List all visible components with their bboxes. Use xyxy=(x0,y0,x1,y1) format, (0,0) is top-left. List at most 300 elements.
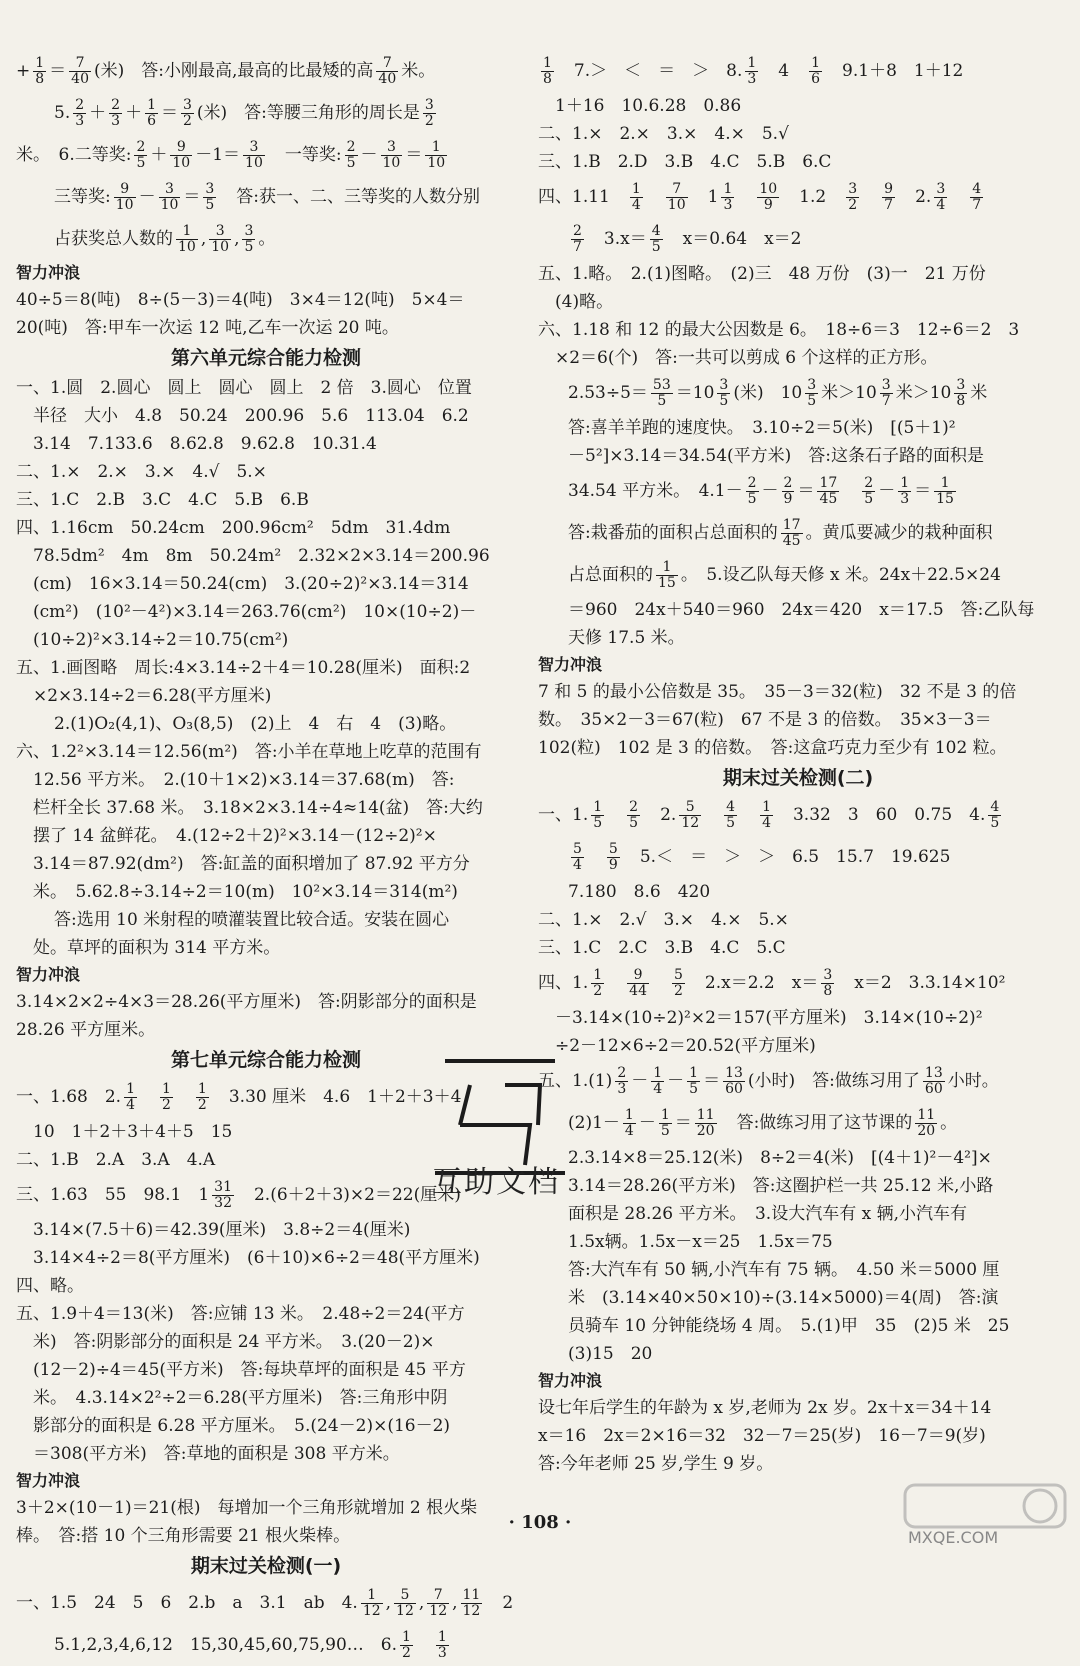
text-run: － xyxy=(878,481,896,501)
fraction xyxy=(923,1066,945,1097)
fraction xyxy=(723,1066,745,1097)
fraction xyxy=(846,182,859,213)
text-run: － xyxy=(761,481,779,501)
text-run: 。 xyxy=(940,1113,958,1133)
fraction xyxy=(212,1180,234,1211)
text-run: － xyxy=(631,1071,649,1091)
answer-line: 二、1.× 2.× 3.× 4.√ 5.× xyxy=(16,462,267,482)
watermark-text: 互助文档 xyxy=(432,1165,560,1200)
fraction xyxy=(114,182,136,213)
answer-line: 答:今年老师 25 岁,学生 9 岁。 xyxy=(538,1454,774,1474)
answer-line: (10÷2)²×3.14÷2＝10.75(cm²) xyxy=(16,630,289,650)
text-run: (小时) 答:做练习用了 xyxy=(747,1071,920,1091)
numerator: 3 xyxy=(807,377,817,393)
denominator: 20 xyxy=(696,1123,715,1139)
fraction xyxy=(243,140,265,171)
denominator: 4 xyxy=(762,815,771,831)
numerator: 1 xyxy=(437,1629,447,1645)
text-run xyxy=(862,187,879,207)
numerator: 2 xyxy=(346,139,356,155)
numerator: 3 xyxy=(719,377,729,393)
answer-line: (3)15 20 xyxy=(568,1344,653,1364)
fraction xyxy=(541,56,554,87)
answer-line xyxy=(538,176,1058,218)
text-run: ＝ xyxy=(405,145,423,165)
answer-column-right xyxy=(538,50,1058,1478)
fraction xyxy=(160,1082,173,1113)
denominator: 8 xyxy=(35,71,45,87)
section-heading: 期末过关检测(一) xyxy=(190,1555,342,1577)
answer-line: 2.(1)O₂(4,1)、O₃(8,5) (2)上 4 右 4 (3)略。 xyxy=(54,714,457,734)
denominator: 5 xyxy=(990,815,1000,831)
numerator: 1 xyxy=(747,55,757,71)
answer-line: 10 1＋2＋3＋4＋5 15 xyxy=(16,1122,233,1142)
text-run xyxy=(646,187,663,207)
denominator: 12 xyxy=(396,1603,414,1619)
numerator: 3 xyxy=(381,140,403,156)
numerator: 1 xyxy=(126,1081,135,1097)
fraction xyxy=(934,182,947,213)
fraction xyxy=(425,140,447,171)
numerator: 3 xyxy=(244,223,254,239)
text-run: ＝ xyxy=(703,1071,721,1091)
answer-line xyxy=(16,134,516,176)
answer-line: 3.14＝87.92(dm²) 答:缸盖的面积增加了 87.92 平方分 xyxy=(16,854,470,874)
fraction xyxy=(781,518,803,549)
denominator: 5 xyxy=(726,815,736,831)
denominator: 10 xyxy=(211,239,230,255)
numerator: 7 xyxy=(427,1588,449,1604)
denominator: 4 xyxy=(624,1123,634,1139)
denominator: 6 xyxy=(811,71,821,87)
fraction xyxy=(209,224,231,255)
numerator: 1 xyxy=(425,140,447,156)
answer-line xyxy=(538,554,1058,596)
answer-line: 影部分的面积是 6.28 平方厘米。 5.(24－2)×(16－2) xyxy=(16,1416,451,1436)
numerator: 5 xyxy=(679,800,701,816)
fraction xyxy=(400,1630,413,1661)
answer-line: 1＋16 10.6.28 0.86 xyxy=(538,96,742,116)
subsection-heading: 智力冲浪 xyxy=(538,1371,603,1390)
answer-line: 3.14×2×2÷4×3＝28.26(平方厘米) 答:阴影部分的面积是 xyxy=(16,992,477,1012)
numerator: 1 xyxy=(624,1107,634,1123)
numerator: 1 xyxy=(660,1107,670,1123)
fraction xyxy=(724,800,737,831)
fraction xyxy=(176,224,198,255)
numerator: 3 xyxy=(848,181,858,197)
fraction xyxy=(746,476,759,507)
answer-line: 五、1.画图略 周长:4×3.14÷2＋4＝10.28(厘米) 面积:2 xyxy=(16,658,471,678)
denominator: 5 xyxy=(864,491,874,507)
numerator: 1 xyxy=(35,55,45,71)
fraction xyxy=(862,476,875,507)
text-run: (2)1－ xyxy=(568,1113,620,1133)
text-run: 9.1＋8 1＋12 xyxy=(825,61,964,81)
answer-line: ×2＝6(个) 答:一共可以剪成 6 个这样的正方形。 xyxy=(538,348,938,368)
text-run: 34.54 平方米。 4.1－ xyxy=(568,481,743,501)
text-run: , xyxy=(234,229,240,249)
denominator: 45 xyxy=(782,533,801,549)
answer-line: 78.5dm² 4m 8m 50.24m² 2.32×2×3.14＝200.96 xyxy=(16,546,490,566)
text-run xyxy=(607,973,624,993)
text-run: 。黄瓜要减少的栽种面积 xyxy=(805,523,993,543)
denominator: 5 xyxy=(807,393,817,409)
answer-line xyxy=(538,50,1058,92)
numerator: 3 xyxy=(159,182,181,198)
fraction xyxy=(821,968,834,999)
fraction xyxy=(181,98,194,129)
answer-line xyxy=(538,218,1058,260)
subsection-heading: 智力冲浪 xyxy=(16,263,81,282)
fraction xyxy=(461,1588,483,1619)
numerator: 1 xyxy=(197,1081,207,1097)
answer-line xyxy=(538,470,1058,512)
denominator: 5 xyxy=(689,1081,699,1097)
fraction xyxy=(145,98,158,129)
denominator: 7 xyxy=(884,197,894,213)
denominator: 5 xyxy=(719,393,729,409)
fraction xyxy=(394,1588,416,1619)
denominator: 5 xyxy=(205,197,215,213)
denominator: 12 xyxy=(362,1603,381,1619)
denominator: 8 xyxy=(823,983,833,999)
answer-line: 米。 4.3.14×2²÷2＝6.28(平方厘米) 答:三角形中阴 xyxy=(16,1388,448,1408)
text-run xyxy=(740,805,757,825)
fraction xyxy=(882,182,895,213)
fraction xyxy=(817,476,839,507)
text-run: 米＞10 xyxy=(895,383,952,403)
text-run: 米。 6.二等奖: xyxy=(16,145,132,165)
fraction xyxy=(687,1066,700,1097)
text-run xyxy=(607,805,624,825)
fraction xyxy=(650,224,663,255)
answer-line: 3.14×(7.5＋6)＝42.39(厘米) 3.8÷2＝4(厘米) xyxy=(16,1220,411,1240)
page-number: · 108 · xyxy=(508,1512,572,1533)
section-heading: 第七单元综合能力检测 xyxy=(170,1049,361,1071)
fraction xyxy=(651,1066,664,1097)
fraction xyxy=(571,842,584,873)
text-run: ＋ xyxy=(125,103,143,123)
answer-line: 栏杆全长 37.68 米。 3.18×2×3.14÷4≈14(盆) 答:大约 xyxy=(16,798,483,818)
fraction xyxy=(717,378,730,409)
text-run: x＝2 3.3.14×10² xyxy=(837,973,1006,993)
denominator: 10 xyxy=(160,197,179,213)
numerator: 3 xyxy=(205,181,215,197)
text-run: 2.x＝2.2 x＝ xyxy=(687,973,819,993)
answer-line: x＝16 2x＝2×16＝32 32－7＝25(岁) 16－7＝9(岁) xyxy=(538,1426,986,1446)
fraction xyxy=(627,968,649,999)
text-run: ＋ xyxy=(150,145,168,165)
denominator: 3 xyxy=(617,1081,627,1097)
fraction xyxy=(672,968,685,999)
numerator: 2 xyxy=(864,475,874,491)
answer-line xyxy=(16,1582,516,1624)
answer-line xyxy=(16,218,516,260)
numerator: 5 xyxy=(608,841,618,857)
answer-line: (cm) 16×3.14＝50.24(cm) 3.(20÷2)²×3.14＝314 xyxy=(16,574,469,594)
fraction xyxy=(757,182,779,213)
text-run: 一、1.5 24 5 6 2.b a 3.1 ab 4. xyxy=(16,1593,358,1613)
text-run: 2. xyxy=(643,805,677,825)
answer-line: ×2×3.14÷2＝6.28(平方厘米) xyxy=(16,686,272,706)
denominator: 2 xyxy=(183,113,192,129)
denominator: 60 xyxy=(725,1081,743,1097)
answer-line: 7 和 5 的最小公倍数是 35。 35－3＝32(粒) 32 不是 3 的倍 xyxy=(538,682,1017,702)
answer-line: 五、1.9＋4＝13(米) 答:应铺 13 米。 2.48÷2＝24(平方 xyxy=(16,1304,465,1324)
denominator: 9 xyxy=(608,857,618,873)
text-run xyxy=(587,847,604,867)
numerator: 4 xyxy=(651,223,661,239)
answer-line xyxy=(16,1624,516,1666)
numerator: 1 xyxy=(162,1081,171,1097)
numerator: 9 xyxy=(884,181,894,197)
answer-line: 答:喜羊羊跑的速度快。 3.10÷2＝5(米) [(5＋1)² xyxy=(568,418,956,438)
numerator: 1 xyxy=(689,1065,699,1081)
fraction xyxy=(760,800,773,831)
denominator: 5 xyxy=(747,491,757,507)
numerator: 7 xyxy=(666,182,688,198)
text-run: ＝ xyxy=(674,1113,692,1133)
text-run: ＝ xyxy=(161,103,178,123)
fraction xyxy=(659,1108,672,1139)
text-run: － xyxy=(360,145,378,165)
answer-line: 答:大汽车有 50 辆,小汽车有 75 辆。 4.50 米＝5000 厘 xyxy=(568,1260,1000,1280)
text-run: 四、1.11 xyxy=(538,187,627,207)
text-run: 2.53÷5＝ xyxy=(568,383,648,403)
numerator: 11 xyxy=(917,1107,936,1123)
numerator: 13 xyxy=(924,1065,943,1081)
numerator: 2 xyxy=(136,139,146,155)
fraction xyxy=(805,378,818,409)
answer-line: 米 (3.14×40×50×10)÷(3.14×5000)＝4(周) 答:演 xyxy=(568,1288,999,1308)
numerator: 2 xyxy=(111,97,121,113)
denominator: 5 xyxy=(660,1123,670,1139)
numerator: 2 xyxy=(573,223,582,239)
text-run: 米＞10 xyxy=(821,383,877,403)
numerator: 1 xyxy=(593,967,603,983)
fraction xyxy=(427,1588,449,1619)
denominator: 12 xyxy=(681,815,700,831)
answer-line: 六、1.18 和 12 的最大公因数是 6。 18÷6＝3 12÷6＝2 3 xyxy=(538,320,1020,340)
answer-line: 3.14＝28.26(平方米) 答:这圈护栏一共 25.12 米,小路 xyxy=(568,1176,994,1196)
numerator: 2 xyxy=(783,475,793,491)
denominator: 5 xyxy=(657,393,667,409)
answer-line xyxy=(538,836,1058,878)
answer-line: 7.180 8.6 420 xyxy=(568,882,711,902)
fraction xyxy=(591,968,604,999)
denominator: 44 xyxy=(629,983,647,999)
text-run: 三、1.63 55 98.1 1 xyxy=(16,1185,210,1205)
denominator: 10 xyxy=(172,155,191,171)
text-run: 四、1. xyxy=(538,973,589,993)
section-heading: 期末过关检测(二) xyxy=(722,767,874,789)
text-run xyxy=(842,481,859,501)
text-run: ＝ xyxy=(914,481,932,501)
text-run: 3.32 3 60 0.75 4. xyxy=(775,805,986,825)
fraction xyxy=(423,98,436,129)
fraction xyxy=(436,1630,449,1661)
text-run xyxy=(950,187,967,207)
site-logo-text: MXQE.COM xyxy=(908,1528,999,1547)
subsection-heading: 智力冲浪 xyxy=(538,655,603,674)
text-run: 三等奖: xyxy=(54,187,111,207)
answer-line: ＝308(平方米) 答:草地的面积是 308 平方米。 xyxy=(16,1444,400,1464)
answer-line xyxy=(538,962,1058,1004)
fraction xyxy=(954,378,967,409)
answer-line xyxy=(538,372,1058,414)
fraction xyxy=(651,378,673,409)
denominator: 10 xyxy=(667,197,686,213)
denominator: 2 xyxy=(197,1097,207,1113)
answer-line: (4)略。 xyxy=(538,292,614,312)
fraction xyxy=(898,476,911,507)
answer-line xyxy=(538,1060,1058,1102)
answer-line: 员骑车 10 分钟能绕场 4 周。 5.(1)甲 35 (2)5 米 25 xyxy=(568,1316,1010,1336)
numerator: 1 xyxy=(900,475,910,491)
denominator: 4 xyxy=(573,857,582,873)
numerator: 1 xyxy=(176,224,198,240)
fraction xyxy=(170,140,192,171)
answer-line xyxy=(538,1102,1058,1144)
numerator: 1 xyxy=(811,55,821,71)
answer-line: 102(粒) 102 是 3 的倍数。 答:这盒巧克力至少有 102 粒。 xyxy=(538,738,1007,758)
numerator: 5 xyxy=(394,1588,416,1604)
fraction xyxy=(591,800,604,831)
fraction xyxy=(242,224,255,255)
text-run: 3.x＝ xyxy=(586,229,647,249)
text-run xyxy=(140,1087,157,1107)
denominator: 32 xyxy=(214,1195,232,1211)
fraction xyxy=(203,182,216,213)
text-run xyxy=(737,187,754,207)
fraction xyxy=(721,182,734,213)
answer-line: 二、1.× 2.× 3.× 4.× 5.√ xyxy=(538,124,789,144)
numerator: 4 xyxy=(726,799,736,815)
answer-line: ＝960 24x＋540＝960 24x＝420 x＝17.5 答:乙队每 xyxy=(568,600,1035,620)
numerator: 1 xyxy=(723,181,733,197)
fraction xyxy=(345,140,358,171)
denominator: 40 xyxy=(71,71,89,87)
text-run: ＋ xyxy=(89,103,107,123)
answer-line xyxy=(16,92,516,134)
answer-line: 数。 35×2－3＝67(粒) 67 不是 3 的倍数。 35×3－3＝ xyxy=(538,710,992,730)
fraction xyxy=(679,800,701,831)
numerator: 3 xyxy=(881,377,891,393)
denominator: 10 xyxy=(427,155,446,171)
numerator: 7 xyxy=(69,56,91,72)
fraction xyxy=(196,1082,209,1113)
denominator: 8 xyxy=(543,71,552,87)
text-run: 1.2 xyxy=(782,187,844,207)
fraction xyxy=(988,800,1001,831)
denominator: 6 xyxy=(147,113,156,129)
denominator: 10 xyxy=(245,155,263,171)
numerator: 1 xyxy=(361,1588,383,1604)
denominator: 3 xyxy=(75,113,85,129)
numerator: 3 xyxy=(956,377,966,393)
answer-line: 半径 大小 4.8 50.24 200.96 5.6 113.04 6.2 xyxy=(16,406,469,426)
text-run: 答:栽番茄的面积占总面积的 xyxy=(568,523,778,543)
denominator: 4 xyxy=(631,197,641,213)
text-run: 5.1,2,3,4,6,12 15,30,45,60,75,90… 6. xyxy=(54,1635,397,1655)
numerator: 9 xyxy=(114,182,136,198)
fraction xyxy=(623,1108,636,1139)
denominator: 5 xyxy=(593,815,603,831)
denominator: 40 xyxy=(378,71,397,87)
numerator: 53 xyxy=(652,377,671,393)
fraction xyxy=(73,98,86,129)
fraction xyxy=(745,56,758,87)
text-run: ＝ xyxy=(183,187,201,207)
denominator: 5 xyxy=(651,239,661,255)
text-run: － xyxy=(667,1071,685,1091)
denominator: 8 xyxy=(956,393,966,409)
numerator: 1 xyxy=(653,1065,663,1081)
text-run: 2. xyxy=(898,187,932,207)
fraction xyxy=(630,182,643,213)
fraction xyxy=(361,1588,383,1619)
numerator: 3 xyxy=(936,181,946,197)
numerator: 9 xyxy=(170,140,192,156)
text-run: 一等奖: xyxy=(267,145,342,165)
answer-line: 二、1.× 2.√ 3.× 4.× 5.× xyxy=(538,910,789,930)
text-run: 5. xyxy=(54,103,71,123)
answer-line: 二、1.B 2.A 3.A 4.A xyxy=(16,1150,216,1170)
denominator: 4 xyxy=(126,1097,135,1113)
text-run: 。 5.设乙队每天修 x 米。24x＋22.5×24 xyxy=(680,565,1001,585)
denominator: 7 xyxy=(881,393,891,409)
denominator: 15 xyxy=(936,491,954,507)
answer-line: 3.14×4÷2＝8(平方厘米) (6＋10)×6÷2＝48(平方厘米) xyxy=(16,1248,480,1268)
fraction xyxy=(915,1108,937,1139)
answer-column-left xyxy=(16,50,516,1666)
fraction xyxy=(109,98,122,129)
numerator: 2 xyxy=(629,799,639,815)
text-run xyxy=(176,1087,193,1107)
denominator: 2 xyxy=(162,1097,171,1113)
numerator: 13 xyxy=(725,1065,743,1081)
answer-line: 答:选用 10 米射程的喷灌装置比较合适。安装在圆心 xyxy=(54,910,450,930)
text-run: － xyxy=(638,1113,656,1133)
fraction xyxy=(381,140,403,171)
fraction xyxy=(656,560,678,591)
fraction xyxy=(376,56,398,87)
numerator: 3 xyxy=(823,967,833,983)
subsection-heading: 智力冲浪 xyxy=(16,1471,81,1490)
answer-line: 1.5x辆。1.5x－x＝25 1.5x＝75 xyxy=(568,1232,833,1252)
denominator: 12 xyxy=(462,1603,481,1619)
fraction xyxy=(134,140,147,171)
text-run: 4 xyxy=(761,61,807,81)
denominator: 15 xyxy=(658,575,676,591)
text-run: 1 xyxy=(690,187,719,207)
text-run: 一、1. xyxy=(538,805,589,825)
numerator: 1 xyxy=(593,799,603,815)
denominator: 45 xyxy=(819,491,838,507)
text-run: (米) 10 xyxy=(733,383,803,403)
numerator: 1 xyxy=(401,1629,411,1645)
text-run xyxy=(704,805,721,825)
numerator: 4 xyxy=(972,181,982,197)
numerator: 5 xyxy=(673,967,683,983)
text-run: x＝0.64 x＝2 xyxy=(665,229,802,249)
answer-line xyxy=(16,176,516,218)
text-run: 占总面积的 xyxy=(568,565,653,585)
numerator: 10 xyxy=(759,181,778,197)
answer-line: 摆了 14 盆鲜花。 4.(12÷2＋2)²×3.14－(12÷2)²× xyxy=(16,826,437,846)
fraction xyxy=(607,842,620,873)
denominator: 60 xyxy=(924,1081,943,1097)
